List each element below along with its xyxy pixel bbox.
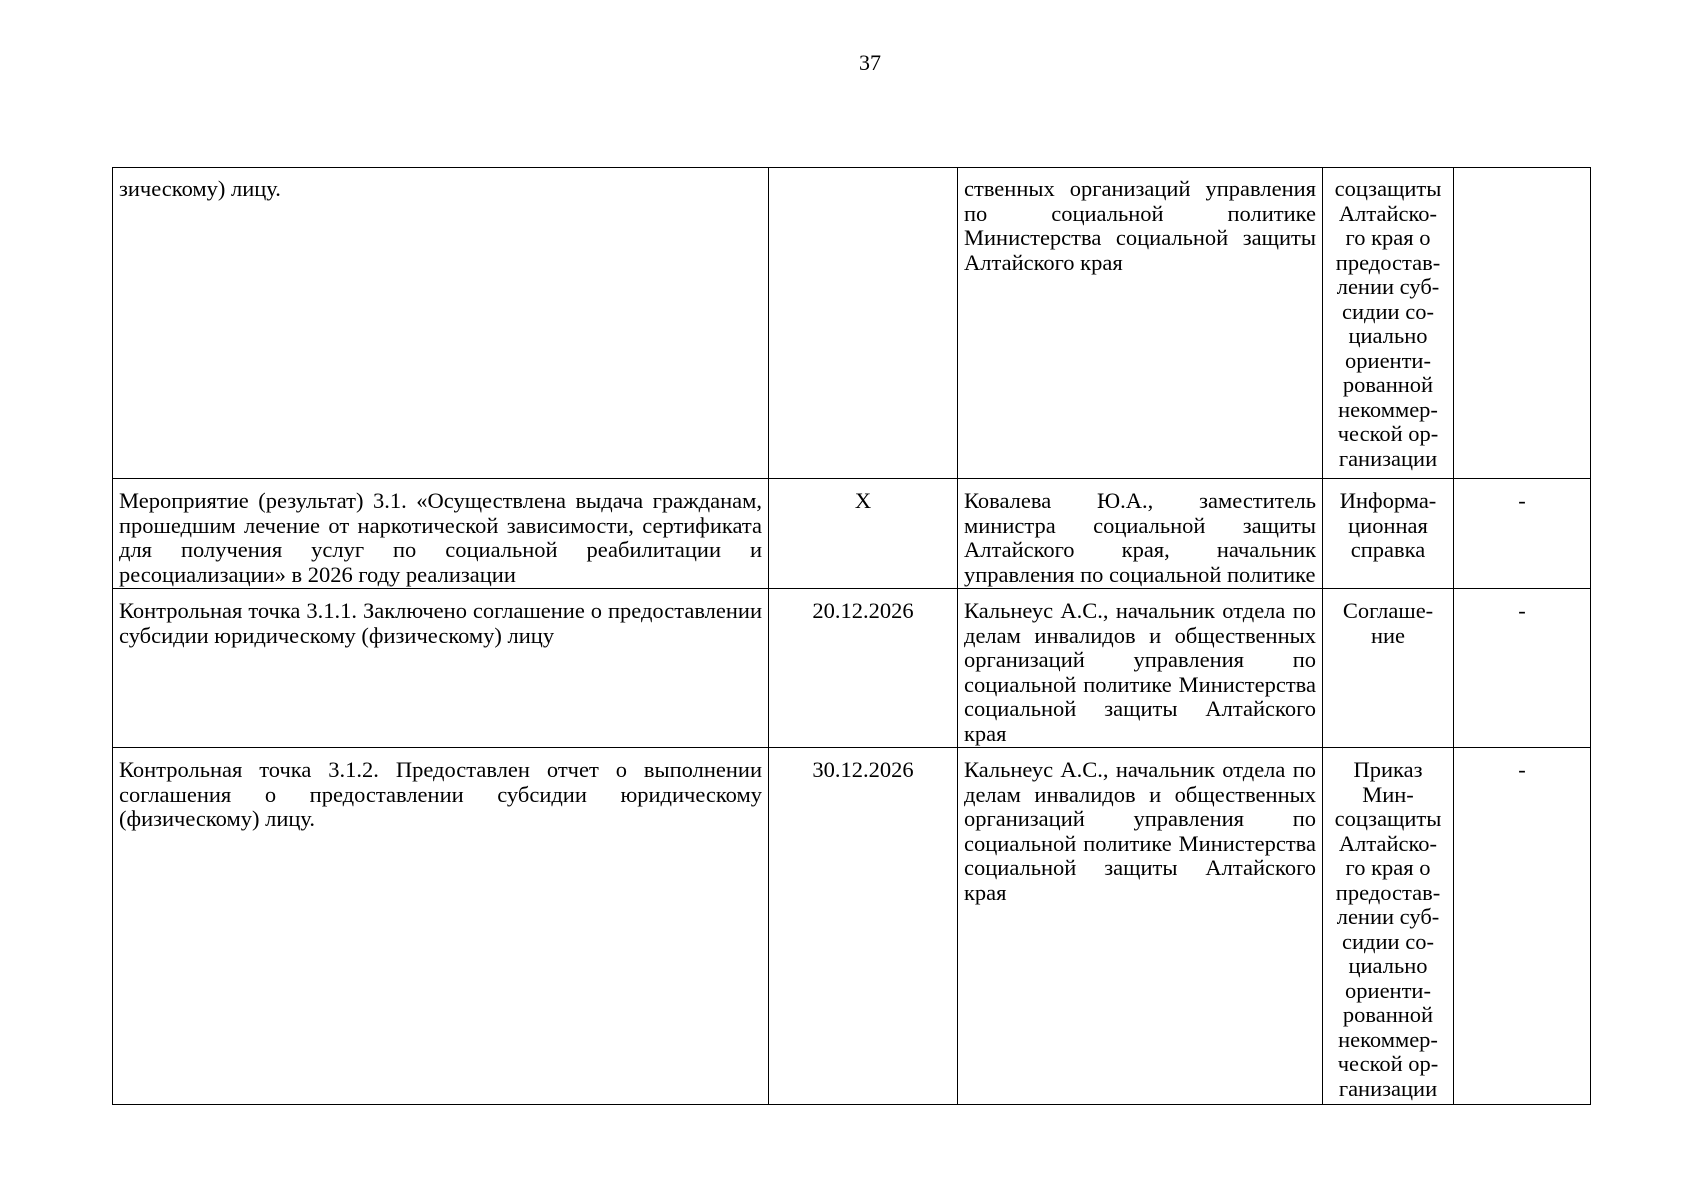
- document-line: Информа-: [1339, 488, 1437, 513]
- responsible-cell: ственных организаций управления по социальной политике Министерства социальной защиты Алтайского края: [958, 168, 1323, 479]
- document-line: некоммер-: [1338, 396, 1438, 422]
- event-name-cell: Контрольная точка 3.1.1. Заключено соглашение о предоставлении субсидии юридическому (физическому) лицу: [113, 589, 769, 748]
- document-line: ческой ор-: [1337, 1051, 1439, 1076]
- document-line: Мин-: [1362, 781, 1414, 807]
- table-row: [113, 589, 1591, 748]
- document-line: го края о: [1345, 225, 1431, 250]
- document-line: Алтайско-: [1338, 830, 1438, 856]
- document-line: циально: [1348, 953, 1428, 978]
- date-cell: [769, 168, 958, 479]
- info-cell: [1454, 168, 1591, 479]
- document-line: ориенти-: [1345, 977, 1431, 1003]
- plan-table: [112, 167, 1591, 1105]
- responsible-cell: Кальнеус А.С., начальник отдела по делам инвалидов и общественных организаций управления по социальной политике Министерства социальной защиты Алтайского края: [958, 589, 1323, 748]
- info-cell: -: [1454, 479, 1591, 589]
- document-line: сидии со-: [1342, 928, 1434, 954]
- document-line: соцзащиты: [1334, 176, 1442, 201]
- table-row: [113, 479, 1591, 589]
- page-number: 37: [859, 50, 881, 75]
- document-line: го края о: [1345, 855, 1431, 880]
- document-line: Алтайско-: [1338, 200, 1438, 226]
- date-cell: 20.12.2026: [769, 589, 958, 748]
- event-name-cell: Контрольная точка 3.1.2. Предоставлен отчет о выполнении соглашения о предоставлении субсидии юридическому (физическому) лицу.: [113, 748, 769, 1105]
- date-cell: X: [769, 479, 958, 589]
- document-line: ционная: [1348, 512, 1428, 538]
- document-line: Приказ: [1353, 757, 1423, 782]
- document-line: рованной: [1342, 372, 1434, 397]
- document-line: некоммер-: [1338, 1026, 1438, 1052]
- document-cell: [1323, 168, 1454, 479]
- responsible-cell: Ковалева Ю.А., заместитель министра социальной защиты Алтайского края, начальник управления по социальной политике: [958, 479, 1323, 589]
- document-line: предостав-: [1335, 249, 1441, 275]
- document-cell: [1323, 479, 1454, 589]
- document-line: ориенти-: [1345, 347, 1431, 373]
- date-cell: 30.12.2026: [769, 748, 958, 1105]
- table-row: [113, 748, 1591, 1105]
- document-line: Соглаше-: [1342, 598, 1434, 623]
- event-name-cell: зическому) лицу.: [113, 168, 769, 479]
- responsible-cell: Кальнеус А.С., начальник отдела по делам инвалидов и общественных организаций управления по социальной политике Министерства социальной защиты Алтайского края: [958, 748, 1323, 1105]
- document-line: справка: [1350, 537, 1426, 562]
- document-line: лении суб-: [1336, 904, 1440, 929]
- document-line: ние: [1370, 622, 1406, 648]
- document-cell: [1323, 589, 1454, 748]
- info-cell: -: [1454, 589, 1591, 748]
- document-line: ганизации: [1338, 1075, 1438, 1101]
- document-line: циально: [1348, 323, 1428, 348]
- document-line: лении суб-: [1336, 274, 1440, 299]
- event-name-cell: Мероприятие (результат) 3.1. «Осуществлена выдача гражданам, прошедшим лечение от наркотической зависимости, сертификата для получения услуг по социальной реабилитации и ресоциализации» в 2026 году реализации: [113, 479, 769, 589]
- document-line: сидии со-: [1342, 298, 1434, 324]
- document-line: соцзащиты: [1334, 806, 1442, 831]
- info-cell: -: [1454, 748, 1591, 1105]
- document-cell: [1323, 748, 1454, 1105]
- document-line: рованной: [1342, 1002, 1434, 1027]
- document-line: ческой ор-: [1337, 421, 1439, 446]
- document-line: предостав-: [1335, 879, 1441, 905]
- table-row: [113, 168, 1591, 479]
- document-line: ганизации: [1338, 445, 1438, 471]
